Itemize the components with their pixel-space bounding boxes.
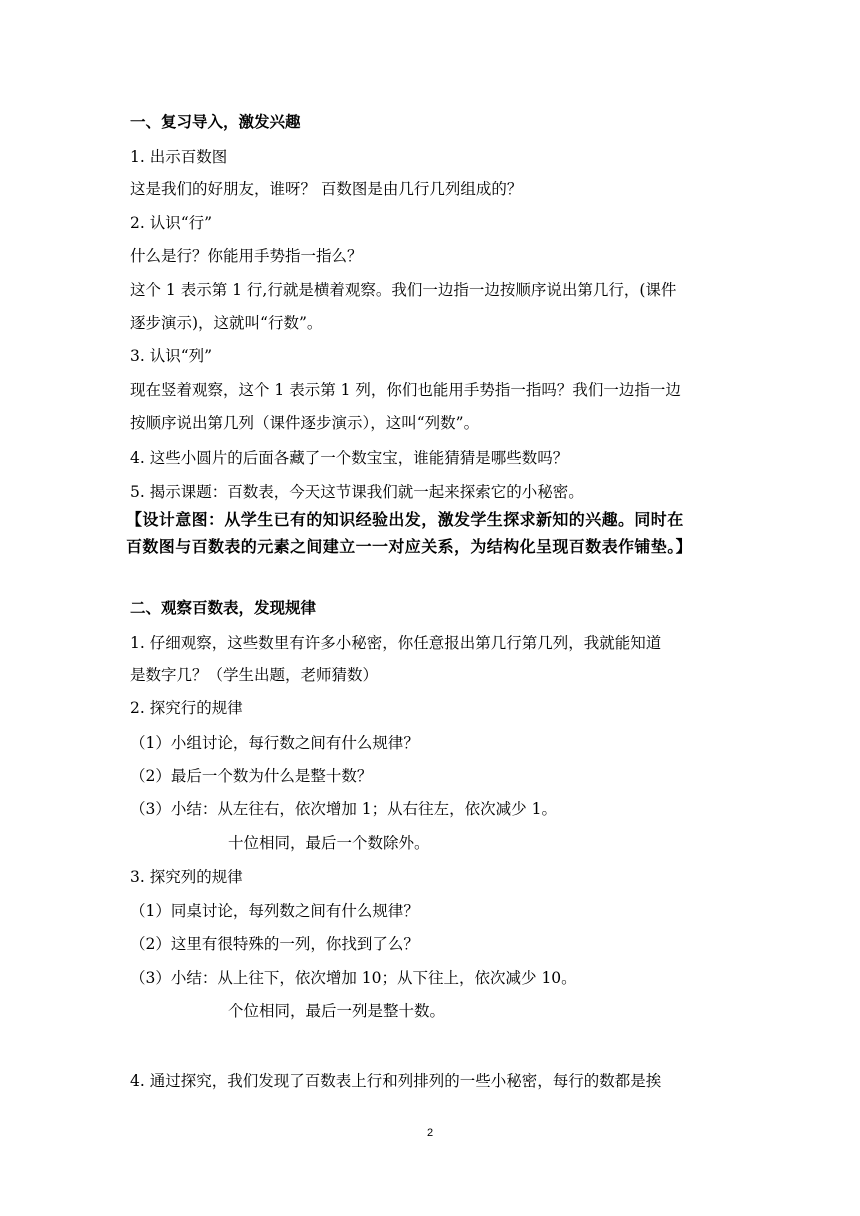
paragraph-line: 是数字几？（学生出题，老师猜数） (130, 666, 379, 684)
paragraph-line: 什么是行？你能用手势指一指么？ (130, 247, 363, 265)
paragraph-line: 逐步演示)，这就叫“行数”。 (130, 314, 323, 332)
section-heading-2: 二、观察百数表，发现规律 (130, 599, 317, 617)
paragraph-line: 个位相同，最后一列是整十数。 (228, 1002, 446, 1020)
paragraph-line: 2. 认识“行” (130, 214, 213, 232)
paragraph-line: 1. 仔细观察，这些数里有许多小秘密，你任意报出第几行第几列，我就能知道 (130, 634, 662, 652)
paragraph-line: 4. 通过探究，我们发现了百数表上行和列排列的一些小秘密，每行的数都是挨 (130, 1072, 662, 1090)
design-intent-line: 【设计意图：从学生已有的知识经验出发，激发学生探求新知的兴趣。同时在 (126, 510, 684, 529)
paragraph-line: 5. 揭示课题：百数表，今天这节课我们就一起来探索它的小秘密。 (130, 483, 584, 501)
paragraph-line: （3）小结：从左往右，依次增加 1；从右往左，依次减少 1。 (130, 800, 557, 818)
paragraph-line: （2）最后一个数为什么是整十数？ (130, 767, 373, 785)
paragraph-line: 十位相同，最后一个数除外。 (228, 834, 430, 852)
paragraph-line: （2）这里有很特殊的一列，你找到了么？ (130, 935, 419, 953)
paragraph-line: 4. 这些小圆片的后面各藏了一个数宝宝，谁能猜猜是哪些数吗？ (130, 449, 569, 467)
paragraph-line: （1）小组讨论，每行数之间有什么规律？ (130, 734, 419, 752)
paragraph-line: 这是我们的好朋友，谁呀？ 百数图是由几行几列组成的？ (130, 180, 523, 198)
design-intent-line: 百数图与百数表的元素之间建立一一对应关系，为结构化呈现百数表作铺垫。】 (126, 537, 693, 556)
page-number: 2 (426, 1127, 434, 1139)
paragraph-line: 现在竖着观察，这个 1 表示第 1 列，你们也能用手势指一指吗？我们一边指一边 (130, 381, 681, 399)
paragraph-line: 3. 认识“列” (130, 347, 213, 365)
paragraph-line: 按顺序说出第几列（课件逐步演示），这叫“列数”。 (130, 414, 480, 432)
paragraph-line: 1. 出示百数图 (130, 148, 228, 166)
paragraph-line: 3. 探究列的规律 (130, 868, 243, 886)
paragraph-line: （3）小结：从上往下，依次增加 10；从下往上，依次减少 10。 (130, 969, 577, 987)
paragraph-line: （1）同桌讨论，每列数之间有什么规律？ (130, 902, 419, 920)
paragraph-line: 这个 1 表示第 1 行,行就是横着观察。我们一边指一边按顺序说出第几行，(课件 (130, 281, 677, 299)
paragraph-line: 2. 探究行的规律 (130, 699, 243, 717)
section-heading-1: 一、复习导入，激发兴趣 (130, 113, 301, 131)
